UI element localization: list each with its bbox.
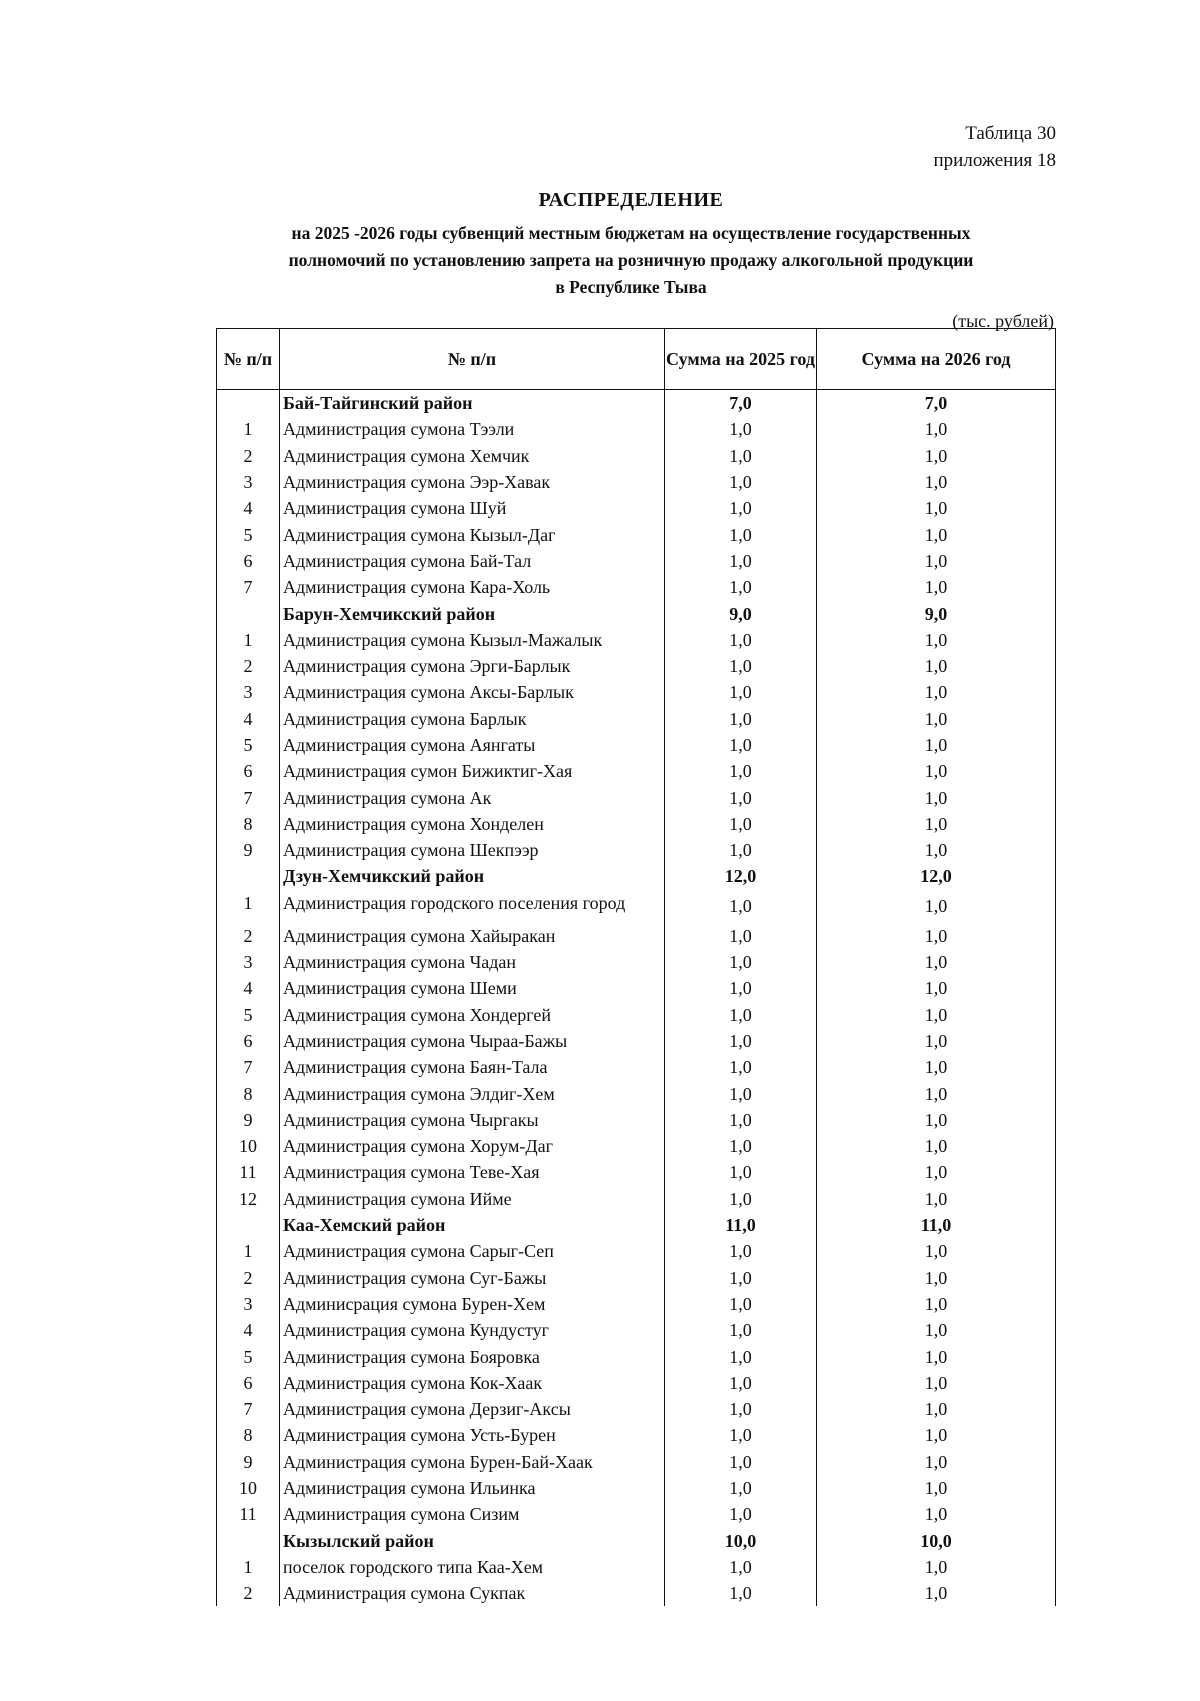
row-name: Администрация сумона Барлык (280, 706, 665, 732)
row-name: Администрация сумона Шуй (280, 495, 665, 521)
table-row (217, 1317, 1056, 1343)
row-name: Администрация сумона Усть-Бурен (280, 1422, 665, 1448)
row-name: Администрация сумона Хорум-Даг (280, 1133, 665, 1159)
sum-2026: 1,0 (817, 975, 1056, 1001)
sum-2026: 1,0 (817, 1002, 1056, 1028)
table-row (217, 495, 1056, 521)
document-subtitle (215, 220, 1047, 301)
sum-2026: 1,0 (817, 1159, 1056, 1185)
row-name: Администрация сумона Элдиг-Хем (280, 1080, 665, 1106)
sum-2025: 1,0 (665, 1133, 817, 1159)
sum-2026: 9,0 (817, 600, 1056, 626)
row-number: 12 (217, 1186, 280, 1212)
row-number: 5 (217, 1343, 280, 1369)
district-row (217, 1527, 1056, 1553)
row-number: 6 (217, 1028, 280, 1054)
sum-2025: 1,0 (665, 1291, 817, 1317)
table-row (217, 521, 1056, 547)
table-body (217, 390, 1056, 1607)
row-number: 4 (217, 495, 280, 521)
row-number: 3 (217, 1291, 280, 1317)
sum-2025: 1,0 (665, 679, 817, 705)
row-number: 7 (217, 574, 280, 600)
table-row (217, 1291, 1056, 1317)
subtitle-line: на 2025 -2026 годы субвенций местным бюджетам на осуществление государственных (291, 223, 971, 243)
sum-2026: 1,0 (817, 1449, 1056, 1475)
sum-2025: 1,0 (665, 837, 817, 863)
row-number: 4 (217, 1317, 280, 1343)
header-sum-2026: Сумма на 2026 год (817, 329, 1056, 390)
sum-2026: 1,0 (817, 923, 1056, 949)
table-row (217, 1080, 1056, 1106)
table-row (217, 679, 1056, 705)
sum-2025: 7,0 (665, 390, 817, 417)
table-row (217, 949, 1056, 975)
row-name: Администрация сумона Кызыл-Даг (280, 521, 665, 547)
row-number: 3 (217, 469, 280, 495)
row-name: Администрация сумона Кок-Хаак (280, 1370, 665, 1396)
sum-2026: 1,0 (817, 1554, 1056, 1580)
row-name: Администрация сумона Шеми (280, 975, 665, 1001)
sum-2026: 1,0 (817, 1501, 1056, 1527)
row-number: 2 (217, 653, 280, 679)
sum-2025: 1,0 (665, 1370, 817, 1396)
row-number: 6 (217, 1370, 280, 1396)
distribution-table (216, 328, 1056, 1606)
row-name: Администрация сумон Бижиктиг-Хая (280, 758, 665, 784)
row-name: Администрация сумона Чыраа-Бажы (280, 1028, 665, 1054)
sum-2025: 1,0 (665, 811, 817, 837)
sum-2025: 1,0 (665, 1107, 817, 1133)
sum-2026: 1,0 (817, 890, 1056, 923)
row-name: Администрация сумона Аксы-Барлык (280, 679, 665, 705)
row-number: 6 (217, 758, 280, 784)
sum-2025: 1,0 (665, 1265, 817, 1291)
table-row (217, 706, 1056, 732)
sum-2025: 1,0 (665, 1028, 817, 1054)
sum-2026: 1,0 (817, 1133, 1056, 1159)
sum-2026: 1,0 (817, 1265, 1056, 1291)
sum-2026: 1,0 (817, 416, 1056, 442)
row-number: 4 (217, 706, 280, 732)
document-title: РАСПРЕДЕЛЕНИЕ (538, 189, 724, 211)
table-header-row (217, 329, 1056, 390)
district-row (217, 1212, 1056, 1238)
row-name: Администрация городского поселения город (280, 890, 665, 923)
row-name: Администрация сумона Бояровка (280, 1343, 665, 1369)
row-name: Барун-Хемчикский район (280, 600, 665, 626)
table-row (217, 758, 1056, 784)
sum-2025: 1,0 (665, 1002, 817, 1028)
sum-2026: 1,0 (817, 495, 1056, 521)
sum-2025: 11,0 (665, 1212, 817, 1238)
table-row (217, 548, 1056, 574)
row-name: Администрация сумона Хонделен (280, 811, 665, 837)
table-row (217, 1186, 1056, 1212)
row-number: 9 (217, 1107, 280, 1133)
sum-2025: 1,0 (665, 548, 817, 574)
table-row (217, 732, 1056, 758)
sum-2025: 1,0 (665, 469, 817, 495)
row-name: Администрация сумона Суг-Бажы (280, 1265, 665, 1291)
row-name: Администрация сумона Кызыл-Мажалык (280, 627, 665, 653)
distribution-table-wrap (216, 328, 1055, 1606)
sum-2025: 1,0 (665, 1449, 817, 1475)
row-number: 1 (217, 890, 280, 923)
sum-2025: 12,0 (665, 863, 817, 889)
sum-2025: 1,0 (665, 949, 817, 975)
row-number (217, 863, 280, 889)
sum-2026: 1,0 (817, 469, 1056, 495)
table-row (217, 1159, 1056, 1185)
sum-2026: 1,0 (817, 627, 1056, 653)
table-row (217, 890, 1056, 923)
sum-2025: 1,0 (665, 1054, 817, 1080)
row-name: Администрация сумона Ильинка (280, 1475, 665, 1501)
row-number: 3 (217, 949, 280, 975)
table-row (217, 1265, 1056, 1291)
table-row (217, 416, 1056, 442)
sum-2025: 1,0 (665, 732, 817, 758)
row-number (217, 1212, 280, 1238)
row-name: Администрация сумона Чадан (280, 949, 665, 975)
row-name: Администрация сумона Хайыракан (280, 923, 665, 949)
sum-2026: 1,0 (817, 732, 1056, 758)
row-name: Администрация сумона Баян-Тала (280, 1054, 665, 1080)
row-name: поселок городского типа Каа-Хем (280, 1554, 665, 1580)
subtitle-line: полномочий по установлению запрета на розничную продажу алкогольной продукции (288, 250, 974, 270)
table-row (217, 1475, 1056, 1501)
sum-2026: 1,0 (817, 1107, 1056, 1133)
sum-2026: 1,0 (817, 1580, 1056, 1606)
sum-2025: 1,0 (665, 1159, 817, 1185)
caption-appendix: приложения 18 (933, 150, 1056, 171)
sum-2026: 1,0 (817, 949, 1056, 975)
table-row (217, 627, 1056, 653)
sum-2026: 1,0 (817, 1317, 1056, 1343)
row-name: Администрация сумона Бай-Тал (280, 548, 665, 574)
sum-2025: 10,0 (665, 1527, 817, 1553)
units-label: (тыс. рублей) (952, 311, 1054, 331)
row-number: 7 (217, 1396, 280, 1422)
sum-2026: 1,0 (817, 653, 1056, 679)
table-row (217, 1422, 1056, 1448)
sum-2025: 1,0 (665, 1343, 817, 1369)
sum-2025: 1,0 (665, 758, 817, 784)
row-number: 2 (217, 443, 280, 469)
row-number: 2 (217, 923, 280, 949)
sum-2025: 1,0 (665, 1238, 817, 1264)
row-number: 7 (217, 1054, 280, 1080)
sum-2025: 1,0 (665, 521, 817, 547)
sum-2026: 1,0 (817, 574, 1056, 600)
sum-2025: 1,0 (665, 1554, 817, 1580)
row-number: 5 (217, 732, 280, 758)
row-number: 11 (217, 1159, 280, 1185)
sum-2026: 1,0 (817, 1028, 1056, 1054)
row-name: Бай-Тайгинский район (280, 390, 665, 417)
sum-2025: 1,0 (665, 574, 817, 600)
sum-2026: 1,0 (817, 1422, 1056, 1448)
sum-2026: 1,0 (817, 443, 1056, 469)
row-name: Каа-Хемский район (280, 1212, 665, 1238)
row-name: Администрация сумона Кундустуг (280, 1317, 665, 1343)
row-name: Админисрация сумона Бурен-Хем (280, 1291, 665, 1317)
row-number: 4 (217, 975, 280, 1001)
sum-2026: 7,0 (817, 390, 1056, 417)
row-name: Администрация сумона Шекпээр (280, 837, 665, 863)
sum-2026: 1,0 (817, 1054, 1056, 1080)
row-number (217, 1527, 280, 1553)
sum-2026: 1,0 (817, 784, 1056, 810)
sum-2026: 1,0 (817, 521, 1056, 547)
row-name: Администрация сумона Тээли (280, 416, 665, 442)
header-name: № п/п (280, 329, 665, 390)
sum-2025: 1,0 (665, 784, 817, 810)
sum-2025: 1,0 (665, 1186, 817, 1212)
table-row (217, 784, 1056, 810)
row-name: Администрация сумона Ак (280, 784, 665, 810)
subtitle-line: в Республике Тыва (555, 277, 707, 297)
header-sum-2025: Сумма на 2025 год (665, 329, 817, 390)
table-row (217, 469, 1056, 495)
sum-2025: 1,0 (665, 443, 817, 469)
sum-2025: 1,0 (665, 1317, 817, 1343)
sum-2025: 1,0 (665, 495, 817, 521)
row-number: 1 (217, 1554, 280, 1580)
table-row (217, 1238, 1056, 1264)
sum-2025: 1,0 (665, 1080, 817, 1106)
row-name: Администрация сумона Эрги-Барлык (280, 653, 665, 679)
row-name: Администрация сумона Хондергей (280, 1002, 665, 1028)
sum-2025: 1,0 (665, 923, 817, 949)
table-row (217, 1002, 1056, 1028)
sum-2026: 10,0 (817, 1527, 1056, 1553)
table-row (217, 1028, 1056, 1054)
row-number (217, 390, 280, 417)
row-name: Администрация сумона Аянгаты (280, 732, 665, 758)
row-number: 5 (217, 521, 280, 547)
sum-2026: 1,0 (817, 706, 1056, 732)
table-row (217, 811, 1056, 837)
row-number: 2 (217, 1265, 280, 1291)
sum-2025: 9,0 (665, 600, 817, 626)
row-number: 11 (217, 1501, 280, 1527)
row-number: 2 (217, 1580, 280, 1606)
table-row (217, 1449, 1056, 1475)
table-row (217, 443, 1056, 469)
row-number (217, 600, 280, 626)
caption-table-number: Таблица 30 (965, 123, 1056, 144)
sum-2025: 1,0 (665, 975, 817, 1001)
row-name: Администрация сумона Теве-Хая (280, 1159, 665, 1185)
row-name: Администрация сумона Бурен-Бай-Хаак (280, 1449, 665, 1475)
table-row (217, 923, 1056, 949)
row-number: 1 (217, 416, 280, 442)
sum-2026: 1,0 (817, 1396, 1056, 1422)
sum-2025: 1,0 (665, 1475, 817, 1501)
sum-2026: 11,0 (817, 1212, 1056, 1238)
sum-2026: 1,0 (817, 679, 1056, 705)
sum-2026: 1,0 (817, 1238, 1056, 1264)
row-name: Администрация сумона Хемчик (280, 443, 665, 469)
row-number: 10 (217, 1133, 280, 1159)
row-name: Администрация сумона Сизим (280, 1501, 665, 1527)
district-row (217, 600, 1056, 626)
sum-2025: 1,0 (665, 1501, 817, 1527)
header-num: № п/п (217, 329, 280, 390)
sum-2026: 1,0 (817, 758, 1056, 784)
table-row (217, 1133, 1056, 1159)
sum-2025: 1,0 (665, 1396, 817, 1422)
row-number: 1 (217, 1238, 280, 1264)
row-number: 3 (217, 679, 280, 705)
table-row (217, 1396, 1056, 1422)
row-number: 6 (217, 548, 280, 574)
row-name: Администрация сумона Дерзиг-Аксы (280, 1396, 665, 1422)
sum-2026: 1,0 (817, 837, 1056, 863)
sum-2026: 1,0 (817, 1475, 1056, 1501)
row-name: Администрация сумона Сукпак (280, 1580, 665, 1606)
row-number: 9 (217, 837, 280, 863)
row-number: 8 (217, 1422, 280, 1448)
table-row (217, 1501, 1056, 1527)
row-number: 10 (217, 1475, 280, 1501)
sum-2025: 1,0 (665, 416, 817, 442)
sum-2025: 1,0 (665, 1422, 817, 1448)
row-name: Кызылский район (280, 1527, 665, 1553)
sum-2026: 1,0 (817, 1343, 1056, 1369)
district-row (217, 863, 1056, 889)
table-row (217, 574, 1056, 600)
table-row (217, 1054, 1056, 1080)
table-row (217, 975, 1056, 1001)
sum-2026: 1,0 (817, 1186, 1056, 1212)
row-name: Дзун-Хемчикский район (280, 863, 665, 889)
row-number: 5 (217, 1002, 280, 1028)
row-number: 8 (217, 811, 280, 837)
row-name: Администрация сумона Кара-Холь (280, 574, 665, 600)
row-number: 1 (217, 627, 280, 653)
table-row (217, 1107, 1056, 1133)
sum-2025: 1,0 (665, 890, 817, 923)
sum-2026: 1,0 (817, 1370, 1056, 1396)
row-name: Администрация сумона Ийме (280, 1186, 665, 1212)
table-row (217, 1554, 1056, 1580)
sum-2026: 12,0 (817, 863, 1056, 889)
row-number: 9 (217, 1449, 280, 1475)
sum-2026: 1,0 (817, 1291, 1056, 1317)
row-number: 8 (217, 1080, 280, 1106)
row-name: Администрация сумона Ээр-Хавак (280, 469, 665, 495)
table-row (217, 1580, 1056, 1606)
sum-2026: 1,0 (817, 811, 1056, 837)
sum-2025: 1,0 (665, 1580, 817, 1606)
sum-2025: 1,0 (665, 706, 817, 732)
row-name: Администрация сумона Чыргакы (280, 1107, 665, 1133)
sum-2026: 1,0 (817, 548, 1056, 574)
sum-2026: 1,0 (817, 1080, 1056, 1106)
table-row (217, 837, 1056, 863)
table-caption (934, 120, 1056, 174)
table-row (217, 1370, 1056, 1396)
sum-2025: 1,0 (665, 653, 817, 679)
sum-2025: 1,0 (665, 627, 817, 653)
table-row (217, 1343, 1056, 1369)
district-row (217, 390, 1056, 417)
table-row (217, 653, 1056, 679)
row-number: 7 (217, 784, 280, 810)
row-name: Администрация сумона Сарыг-Сеп (280, 1238, 665, 1264)
